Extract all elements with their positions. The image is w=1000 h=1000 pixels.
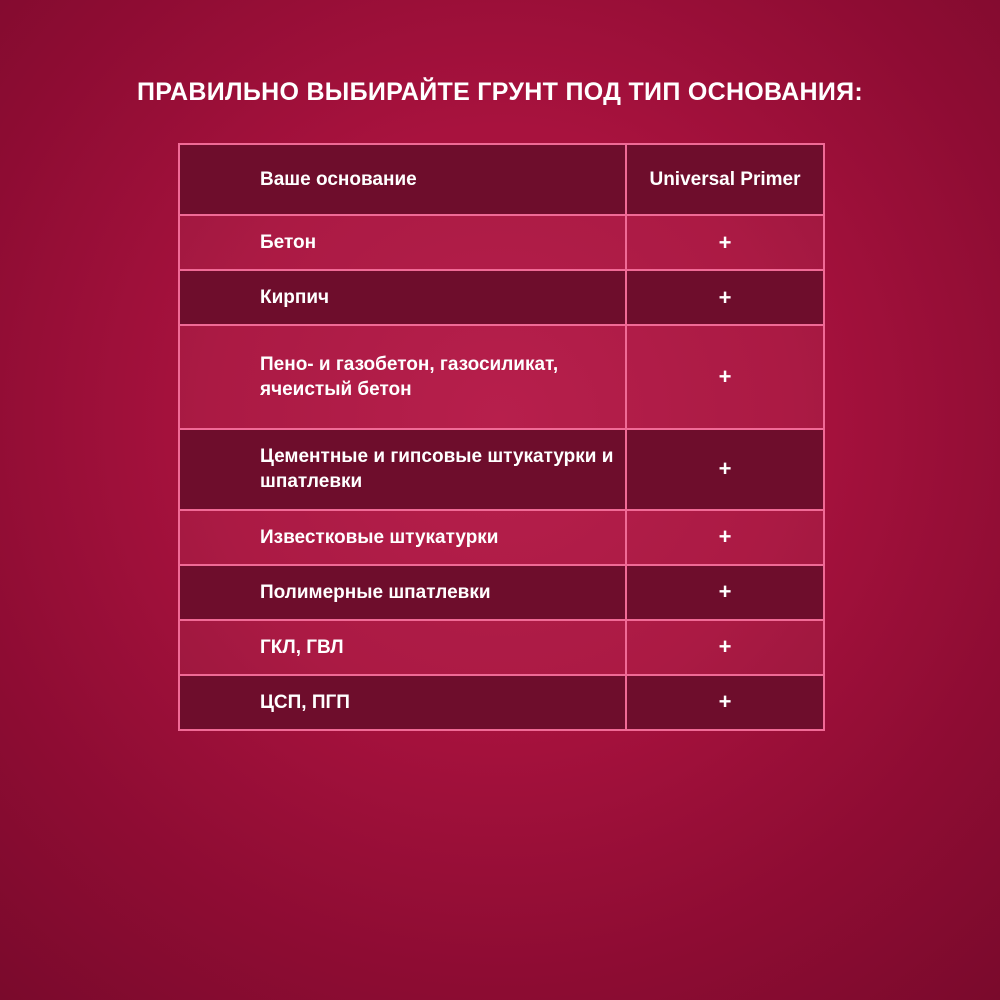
table-header-row bbox=[179, 144, 824, 215]
row-base-label: ГКЛ, ГВЛ bbox=[179, 620, 626, 675]
header-base-cell: Ваше основание bbox=[179, 144, 626, 215]
page-title: ПРАВИЛЬНО ВЫБИРАЙТЕ ГРУНТ ПОД ТИП ОСНОВАНИЯ: bbox=[136, 78, 864, 106]
table-row bbox=[179, 429, 824, 509]
row-mark: + bbox=[626, 565, 824, 620]
header-product-cell: Universal Primer bbox=[626, 144, 824, 215]
table-row bbox=[179, 270, 824, 325]
table-row bbox=[179, 620, 824, 675]
row-base-label: Пено- и газобетон, газосиликат, ячеистый бетон bbox=[179, 325, 626, 429]
row-mark: + bbox=[626, 510, 824, 565]
row-base-label: Полимерные шпатлевки bbox=[179, 565, 626, 620]
table-row bbox=[179, 325, 824, 429]
row-mark: + bbox=[626, 215, 824, 270]
compatibility-table-wrapper bbox=[178, 143, 823, 731]
row-base-label: ЦСП, ПГП bbox=[179, 675, 626, 730]
row-base-label: Кирпич bbox=[179, 270, 626, 325]
row-mark: + bbox=[626, 429, 824, 509]
row-mark: + bbox=[626, 675, 824, 730]
table-row bbox=[179, 675, 824, 730]
row-mark: + bbox=[626, 325, 824, 429]
table-row bbox=[179, 510, 824, 565]
row-base-label: Цементные и гипсовые штукатурки и шпатлевки bbox=[179, 429, 626, 509]
compatibility-table bbox=[178, 143, 825, 731]
table-row bbox=[179, 215, 824, 270]
row-base-label: Известковые штукатурки bbox=[179, 510, 626, 565]
row-base-label: Бетон bbox=[179, 215, 626, 270]
table-row bbox=[179, 565, 824, 620]
row-mark: + bbox=[626, 270, 824, 325]
row-mark: + bbox=[626, 620, 824, 675]
